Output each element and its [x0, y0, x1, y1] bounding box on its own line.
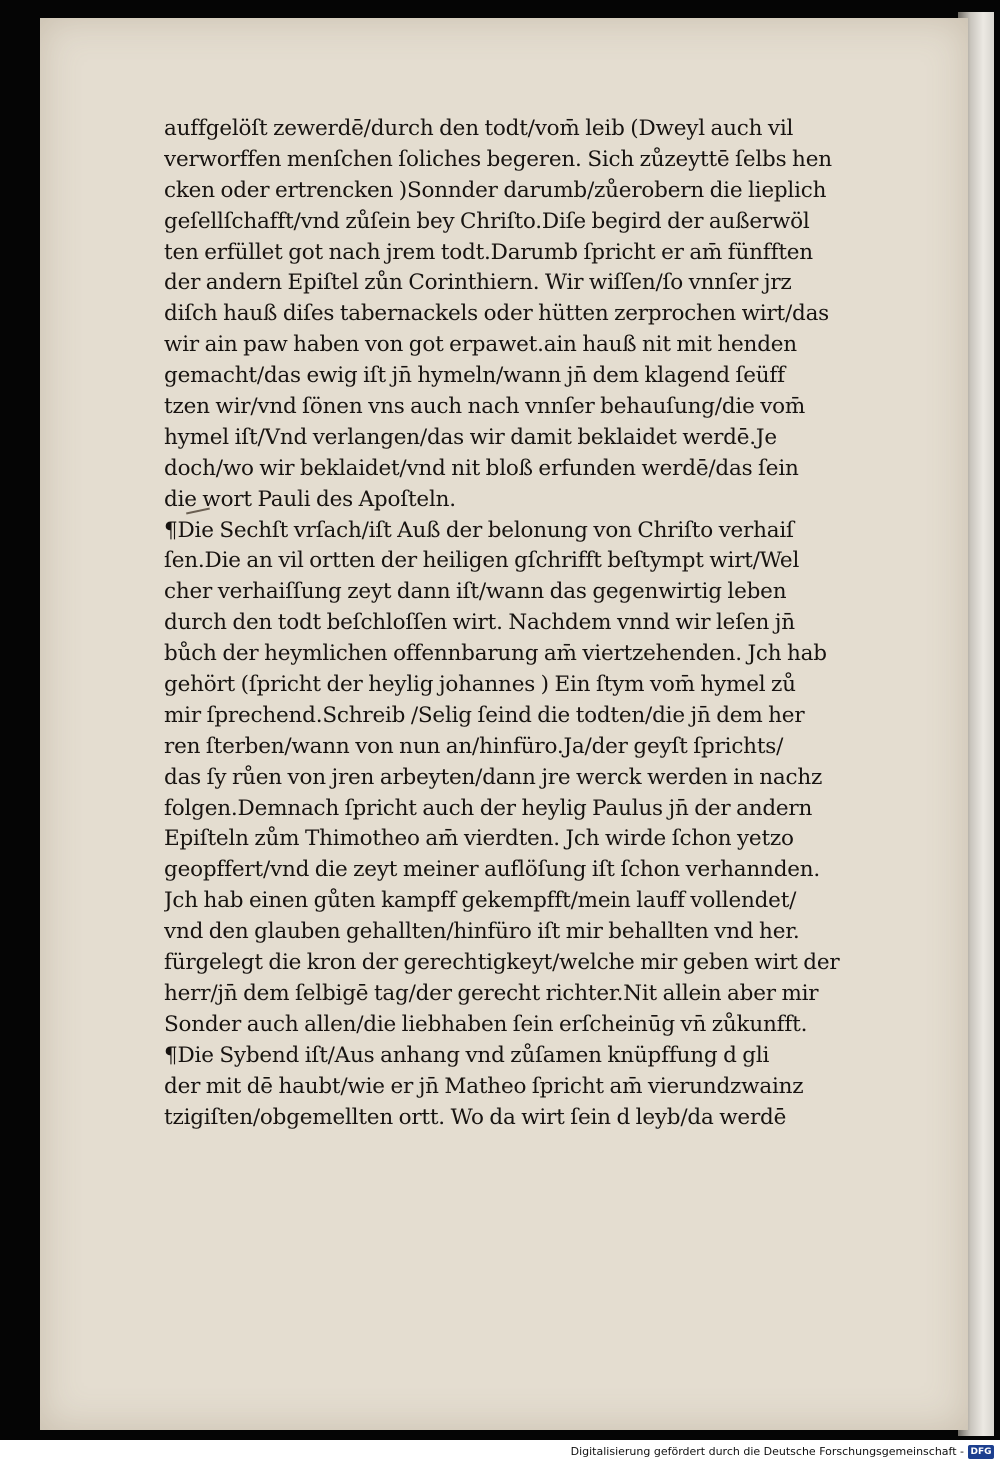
dfg-logo: DFG	[968, 1445, 994, 1459]
text-line: die wort Pauli des Apoſteln.	[164, 486, 456, 512]
text-line: auffgelöſt zewerdē/durch den todt/vom̄ leib (Dweyl auch vil	[164, 116, 794, 141]
text-line: Jch hab einen gůten kampff gekempfft/mein lauff vollendet/	[164, 888, 797, 914]
text-line: ¶Die Sybend iſt/Aus anhang vnd zůſamen knüpffung d gli	[164, 1042, 770, 1068]
footer-bar	[0, 1440, 1000, 1464]
text-line: folgen.Demnach ſpricht auch der heylig Paulus jn̄ der andern	[164, 795, 813, 821]
text-line: ren ſterben/wann von nun an/hinfüro.Ja/der geyſt ſprichts/	[164, 733, 784, 759]
text-line: hymel iſt/Vnd verlangen/das wir damit beklaidet werdē.Je	[164, 424, 777, 450]
text-line: bůch der heymlichen offennbarung am̄ viertzehenden. Jch hab	[164, 641, 827, 667]
page-text	[164, 114, 932, 1133]
text-line: mir ſprechend.Schreib /Selig ſeind die todten/die jn̄ dem her	[164, 702, 805, 728]
text-line: der andern Epiſtel zůn Corinthiern. Wir wiſſen/ſo vnnſer jrz	[164, 270, 792, 296]
text-line: cher verhaiſſung zeyt dann iſt/wann das gegenwirtig leben	[164, 579, 787, 605]
text-line: geſellſchafft/vnd zůſein bey Chriſto.Diſe begird der außerwöl	[164, 208, 810, 234]
text-line: tzigiſten/obgemellten ortt. Wo da wirt ſein d leyb/da werdē	[164, 1104, 787, 1130]
text-line: verworffen menſchen ſoliches begeren. Sich zůzeyttē ſelbs hen	[164, 146, 832, 172]
text-line: cken oder ertrencken )Sonnder darumb/zůerobern die lieplich	[164, 177, 827, 203]
text-line: herr/jn̄ dem ſelbigē tag/der gerecht richter.Nit allein aber mir	[164, 980, 819, 1006]
text-line: Epiſteln zům Thimotheo am̄ vierdten. Jch wirde ſchon yetzo	[164, 826, 794, 852]
text-line: durch den todt beſchloſſen wirt. Nachdem vnnd wir leſen jn̄	[164, 610, 795, 636]
text-line: gemacht/das ewig iſt jn̄ hymeln/wann jn̄ dem klagend ſeüff	[164, 363, 785, 389]
text-line: Sonder auch allen/die liebhaben ſein erſcheinūg vn̄ zůkunfft.	[164, 1011, 808, 1037]
funding-credit: Digitalisierung gefördert durch die Deutsche Forschungsgemeinschaft -	[570, 1445, 964, 1458]
text-line: doch/wo wir beklaidet/vnd nit bloß erfunden werdē/das ſein	[164, 455, 799, 481]
text-line: vnd den glauben gehallten/hinfüro iſt mir behallten vnd her.	[164, 919, 800, 945]
text-line: das ſy růen von jren arbeyten/dann jre werck werden in nachz	[164, 764, 823, 790]
text-line: ten erfüllet got nach jrem todt.Darumb ſpricht er am̄ fünfften	[164, 239, 813, 265]
text-line: wir ain paw haben von got erpawet.ain hauß nit mit henden	[164, 332, 797, 358]
text-line: tzen wir/vnd ſönen vns auch nach vnnſer behauſung/die vom̄	[164, 394, 806, 420]
text-line: ¶Die Sechſt vrſach/iſt Auß der belonung von Chriſto verhaiſ	[164, 517, 794, 543]
text-line: diſch hauß diſes tabernackels oder hütten zerprochen wirt/das	[164, 301, 830, 327]
text-line: der mit dē haubt/wie er jn̄ Matheo ſpricht am̄ vierundzwainz	[164, 1073, 804, 1099]
text-line: geopffert/vnd die zeyt meiner auflöſung iſt ſchon verhannden.	[164, 857, 821, 883]
text-line: fürgelegt die kron der gerechtigkeyt/welche mir geben wirt der	[164, 950, 840, 976]
text-line: ſen.Die an vil ortten der heiligen gſchrifft beſtympt wirt/Wel	[164, 548, 800, 574]
text-line: gehört (ſpricht der heylig johannes ) Ein ſtym vom̄ hymel zů	[164, 672, 796, 698]
